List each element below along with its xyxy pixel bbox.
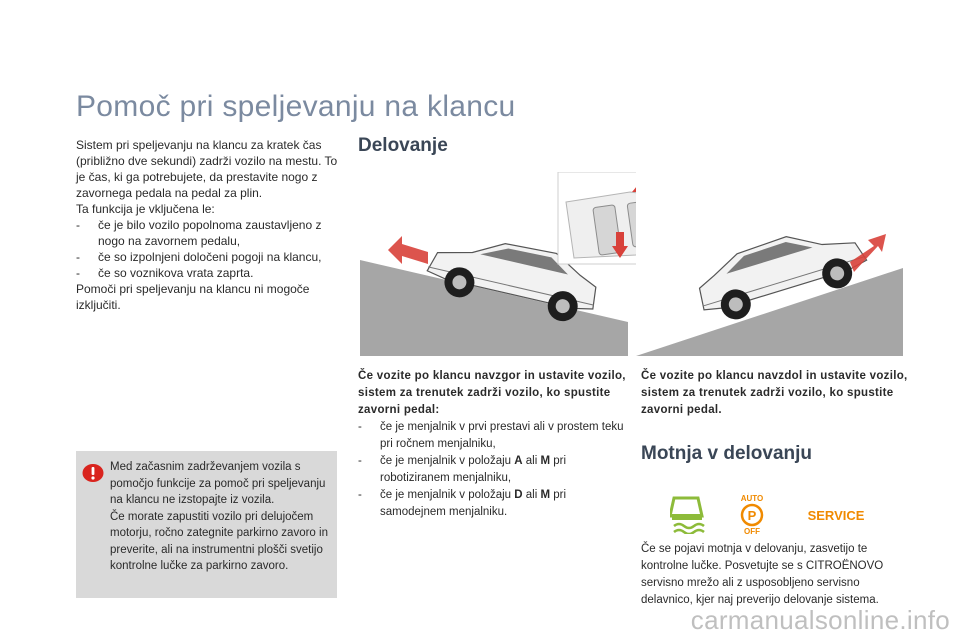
uphill-bullet-text: ali — [522, 455, 541, 467]
uphill-bullet-text: pri samodejnem menjalniku. — [380, 489, 567, 518]
lamp-off-label: OFF — [744, 527, 760, 534]
uphill-bullet: - če je menjalnik v prvi prestavi ali v prostem teku pri ročnem menjalniku, — [358, 421, 624, 450]
warning-text-1: Med začasnim zadrževanjem vozila s pomočjo funkcije za pomoč pri speljevanju na klancu ne izstopajte iz vozila. — [110, 461, 326, 506]
stability-control-icon — [670, 498, 704, 534]
auto-parking-brake-icon — [741, 494, 764, 534]
intro-bullet-text: če so izpolnjeni določeni pogoji na klancu, — [98, 250, 322, 264]
gear-letter: M — [540, 489, 551, 501]
warning-text-2: Če morate zapustiti vozilo pri delujočem motorju, ročno zategnite parkirno zavoro in preverite, ali na instrumentni plošči svetijo kontrolne lučke za parkirno zavoro. — [110, 510, 328, 572]
intro-paragraph-3: Pomoči pri speljevanju na klancu ni mogoče izključiti. — [76, 282, 310, 312]
intro-bullet: - če so voznikova vrata zaprta. — [76, 265, 338, 281]
gear-letter: D — [514, 489, 523, 501]
uphill-bullet-text: če je menjalnik v prvi prestavi ali v prostem teku pri ročnem menjalniku, — [380, 421, 624, 450]
intro-bullet-text: če so voznikova vrata zaprta. — [98, 266, 254, 280]
section-heading-delovanje: Delovanje — [358, 135, 448, 156]
service-lamp-icon: SERVICE — [807, 508, 865, 523]
intro-paragraph-2: Ta funkcija je vključena le: — [76, 202, 215, 216]
warning-icon — [82, 463, 104, 483]
uphill-bullet-text: če je menjalnik v položaju — [380, 489, 515, 501]
warning-lamps — [670, 494, 870, 534]
intro-bullet-text: če je bilo vozilo popolnoma zaustavljeno z nogo na zavornem pedalu, — [98, 218, 322, 248]
uphill-bullet: - če je menjalnik v položaju A ali M pri robotiziranem menjalniku, — [358, 455, 567, 484]
watermark: carmanualsonline.info — [690, 605, 950, 635]
uphill-bullet-text: pri robotiziranem menjalniku, — [380, 455, 567, 484]
intro-text — [76, 137, 338, 313]
fault-text: Če se pojavi motnja v delovanju, zasvetijo te kontrolne lučke. Posvetujte se s CITROËNOVO servisno mrežo ali z usposobljeno servisno delavnico, kjer naj preverijo delovanje sistema. — [641, 543, 884, 606]
uphill-instructions — [358, 368, 628, 521]
lamp-p-label: P — [747, 508, 757, 523]
uphill-bullet-text: ali — [522, 489, 541, 501]
page-title: Pomoč pri speljevanju na klancu — [76, 90, 516, 123]
hill-assist-illustration — [360, 172, 903, 356]
intro-paragraph-1: Sistem pri speljevanju na klancu za kratek čas (približno dve sekundi) zadrži vozilo na mestu. To je čas, ki ga potrebujete, da prestavite nogo z zavornega pedala na pedal za plin. — [76, 138, 338, 200]
lamp-auto-label: AUTO — [740, 494, 764, 503]
section-heading-motnja: Motnja v delovanju — [641, 443, 813, 464]
gear-letter: A — [514, 455, 523, 467]
gear-letter: M — [540, 455, 551, 467]
uphill-lead: Če vozite po klancu navzgor in ustavite vozilo, sistem za trenutek zadrži vozilo, ko spustite zavorni pedal: — [358, 370, 626, 416]
downhill-car-panel — [636, 172, 903, 356]
intro-bullet: - če je bilo vozilo popolnoma zaustavljeno z nogo na zavornem pedalu, — [76, 217, 338, 249]
uphill-bullet: - če je menjalnik v položaju D ali M pri samodejnem menjalniku. — [358, 489, 567, 518]
uphill-bullet-text: če je menjalnik v položaju — [380, 455, 515, 467]
intro-bullet: - če so izpolnjeni določeni pogoji na klancu, — [76, 249, 338, 265]
warning-box — [76, 451, 337, 598]
downhill-instructions: Če vozite po klancu navzdol in ustavite vozilo, sistem za trenutek zadrži vozilo, ko spustite zavorni pedal. — [641, 370, 908, 416]
